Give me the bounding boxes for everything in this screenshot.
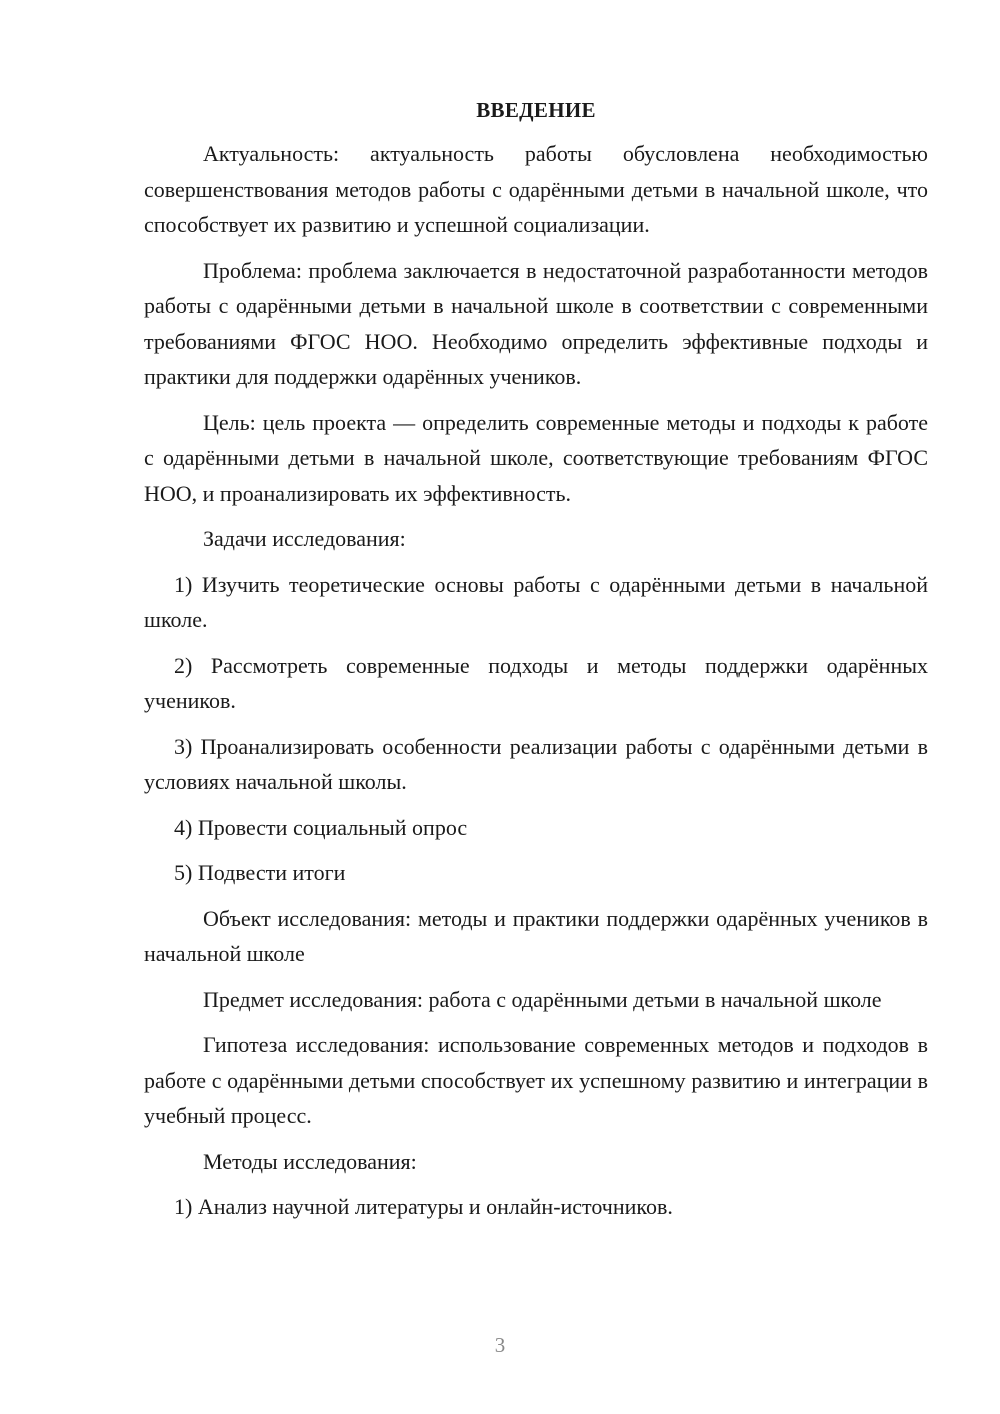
hypothesis-paragraph: Гипотеза исследования: использование современных методов и подходов в работе с одарёнными детьми способствует их успешному развитию и интеграции в учебный процесс.	[144, 1032, 928, 1128]
task-item: 1) Изучить теоретические основы работы с одарёнными детьми в начальной школе.	[144, 571, 928, 632]
goal-paragraph: Цель: цель проекта — определить современные методы и подходы к работе с одарёнными детьми в начальной школе, соответствующие требованиям ФГОС НОО, и проанализировать их эффективность.	[144, 409, 928, 506]
page-number: 3	[494, 1333, 506, 1357]
section-title: ВВЕДЕНИЕ	[476, 98, 596, 122]
methods-heading: Методы исследования:	[203, 1148, 417, 1174]
problem-paragraph: Проблема: проблема заключается в недостаточной разработанности методов работы с одарёнными детьми в начальной школе в соответствии с современными требованиями ФГОС НОО. Необходимо определить эффективные подходы и практики для поддержки одарённых учеников.	[144, 257, 928, 389]
object-paragraph: Объект исследования: методы и практики поддержки одарённых учеников в начальной школе	[144, 905, 928, 966]
task-item: 4) Провести социальный опрос	[174, 814, 468, 840]
task-item: 3) Проанализировать особенности реализации работы с одарёнными детьми в условиях начальной школы.	[144, 733, 928, 794]
tasks-heading: Задачи исследования:	[203, 526, 406, 551]
task-item: 5) Подвести итоги	[174, 860, 346, 885]
subject-paragraph: Предмет исследования: работа с одарёнными детьми в начальной школе	[203, 986, 882, 1012]
task-item: 2) Рассмотреть современные подходы и методы поддержки одарённых учеников.	[144, 652, 928, 713]
relevance-paragraph: Актуальность: актуальность работы обусловлена необходимостью совершенствования методов работы с одарёнными детьми в начальной школе, что способствует их развитию и успешной социализации.	[144, 141, 928, 237]
method-item: 1) Анализ научной литературы и онлайн-источников.	[174, 1194, 673, 1219]
document-page	[144, 94, 928, 1235]
